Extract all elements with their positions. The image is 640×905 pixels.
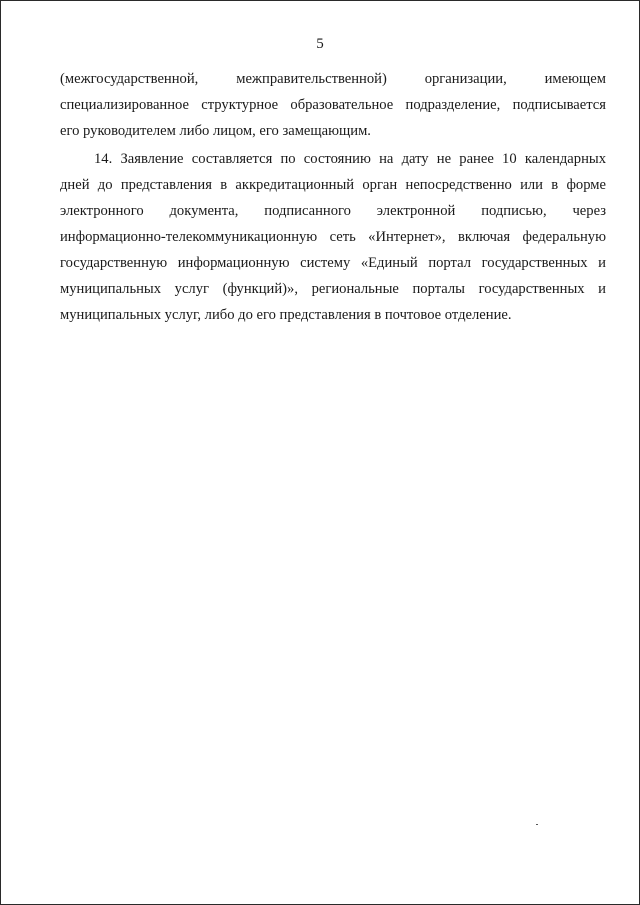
scan-speck <box>536 824 538 825</box>
text-line: муниципальных услуг (функций)», региональные порталы государственных и <box>60 281 606 297</box>
text-line: специализированное структурное образовательное подразделение, подписывается <box>60 97 606 113</box>
page-number: 5 <box>316 36 324 52</box>
text-line: государственную информационную систему «Единый портал государственных и <box>60 255 606 271</box>
paragraph-14 <box>60 146 606 328</box>
text-line: дней до представления в аккредитационный орган непосредственно или в форме <box>60 177 606 193</box>
text-line: его руководителем либо лицом, его замещающим. <box>60 123 371 139</box>
text-line: 14. Заявление составляется по состоянию на дату не ранее 10 календарных <box>94 151 606 167</box>
text-line: электронного документа, подписанного электронной подписью, через <box>60 203 606 219</box>
text-line: (межгосударственной, межправительственной) организации, имеющем <box>60 71 606 87</box>
text-line: муниципальных услуг, либо до его представления в почтовое отделение. <box>60 307 512 323</box>
paragraph-continuation <box>60 66 606 144</box>
document-body <box>60 66 606 328</box>
text-line: информационно-телекоммуникационную сеть «Интернет», включая федеральную <box>60 229 606 245</box>
